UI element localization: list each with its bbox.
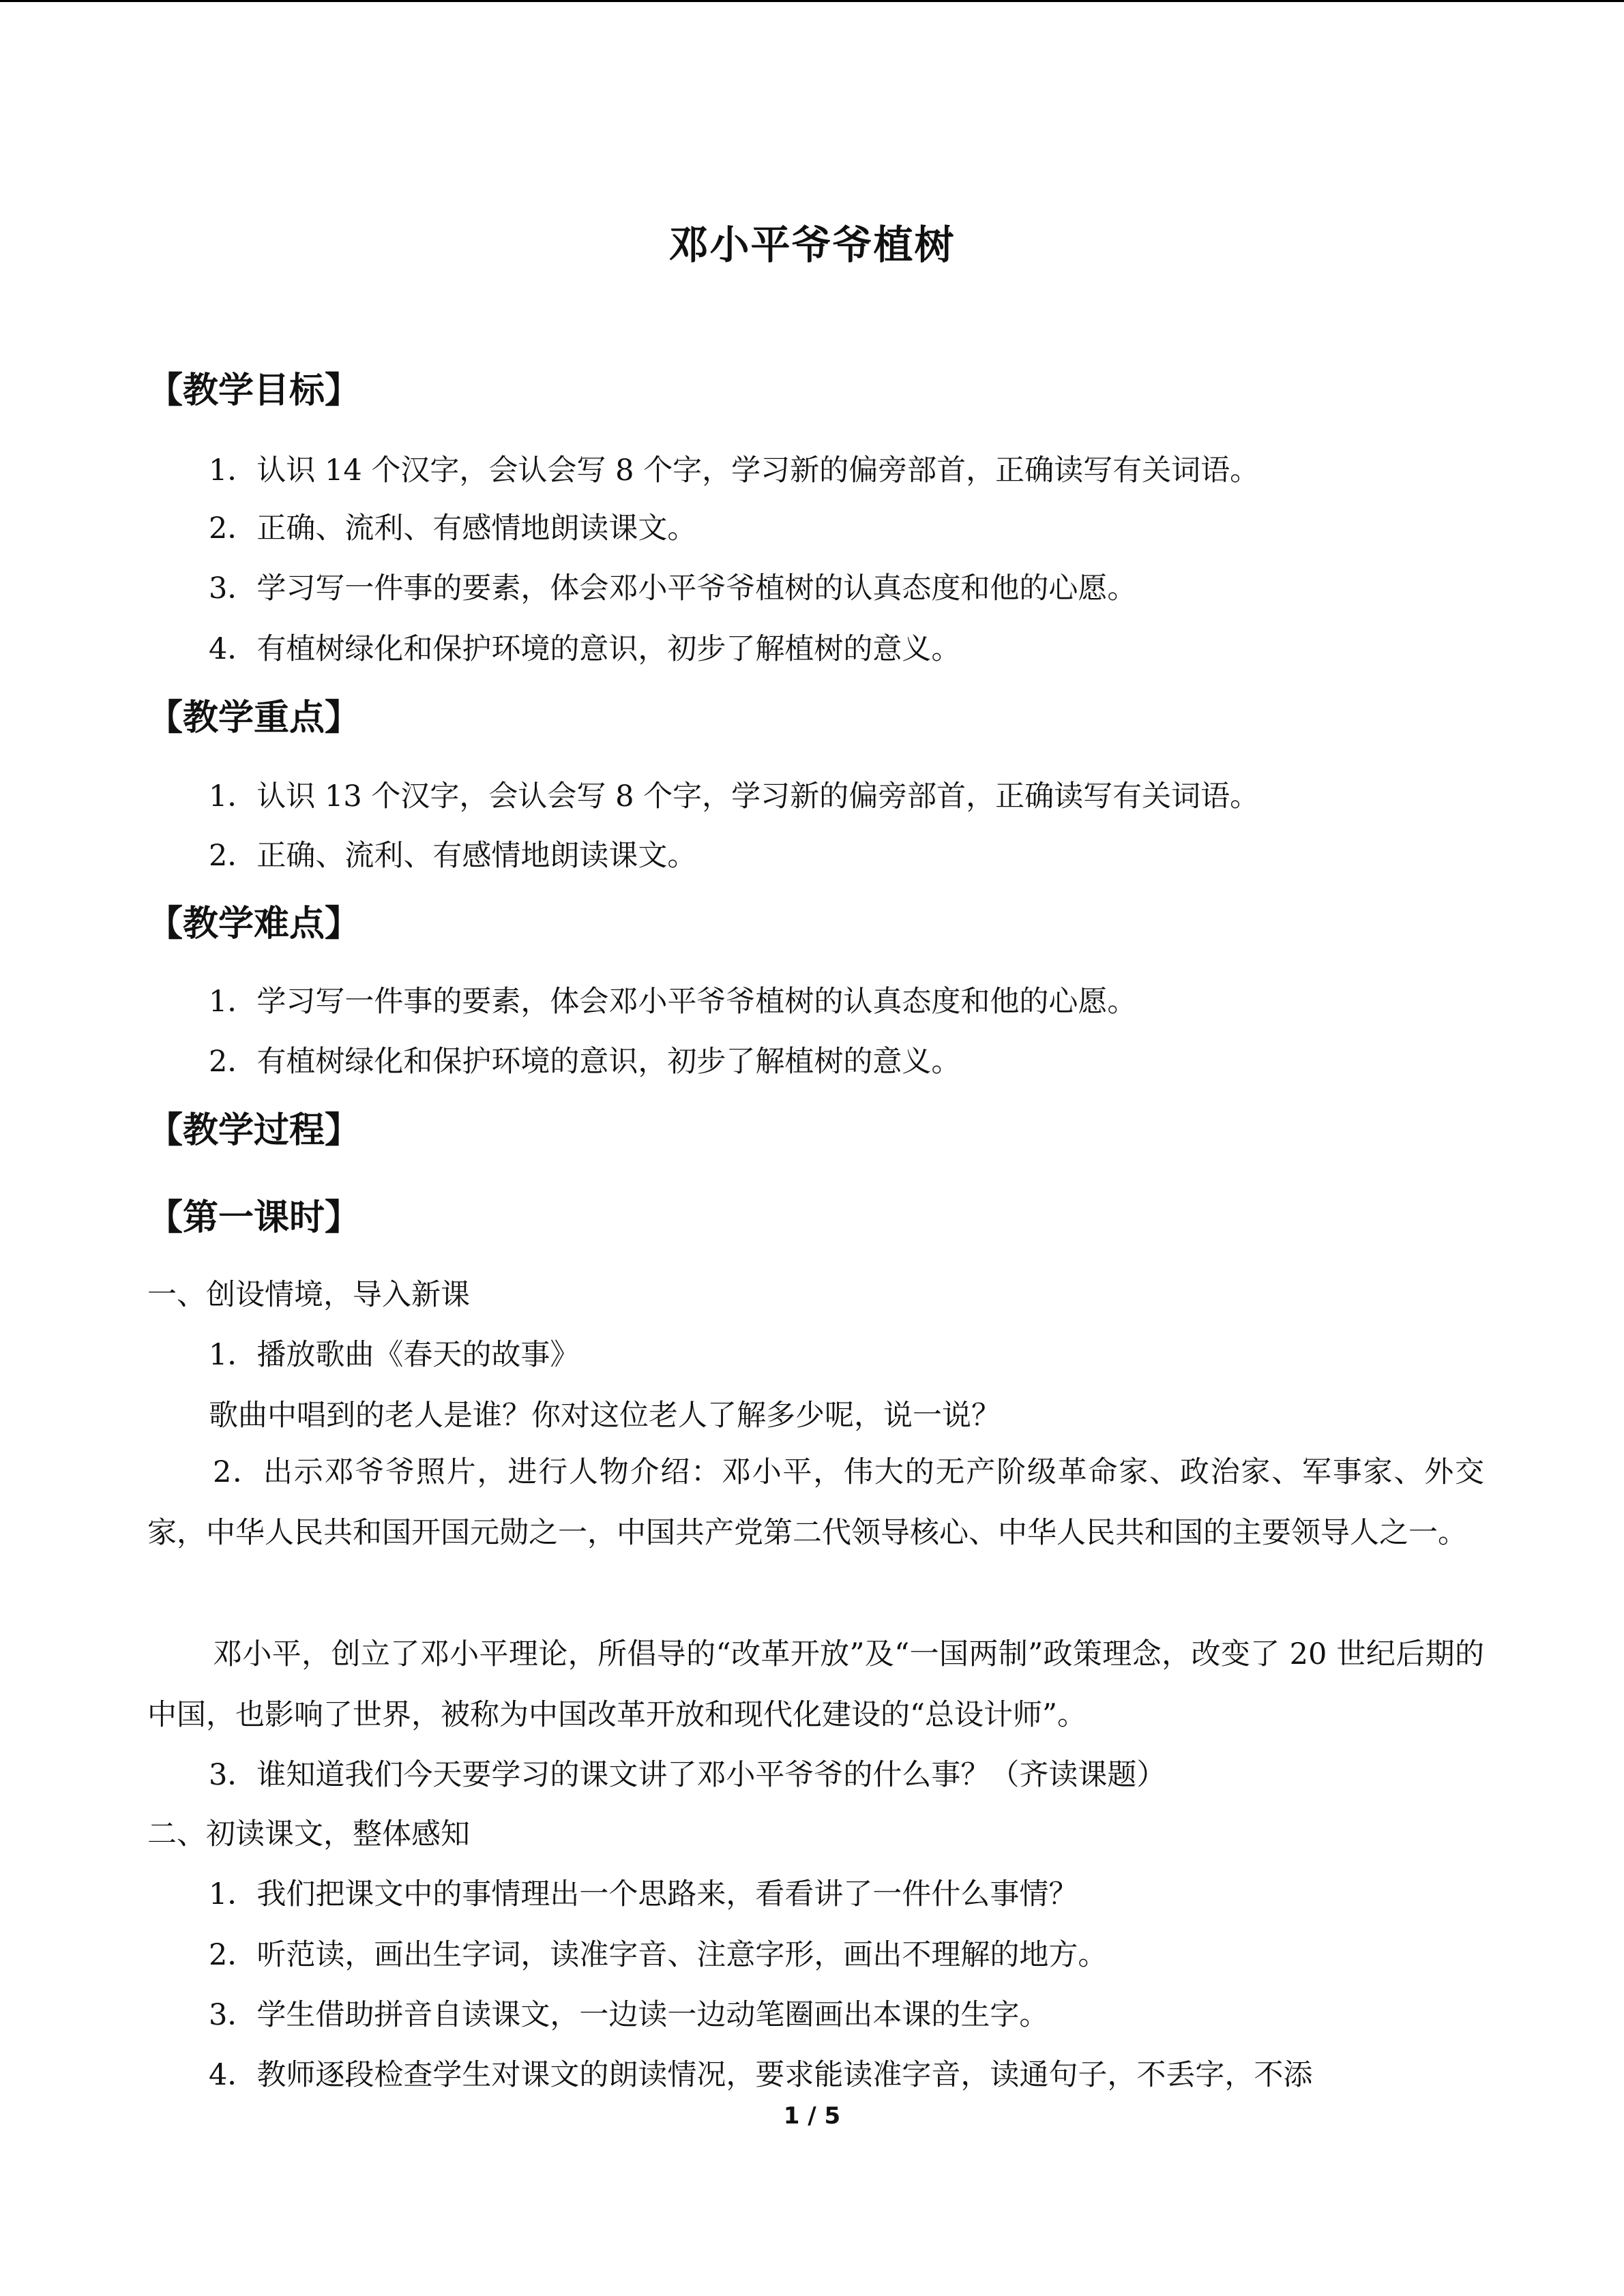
step-three: 3．谁知道我们今天要学习的课文讲了邓小平爷爷的什么事？（齐读课题） [209, 1758, 1166, 1792]
heading-difficulties: 【教学难点】 [147, 904, 361, 944]
key-point-item: 1．认识 13 个汉字，会认会写 8 个字，学习新的偏旁部首，正确读写有关词语。 [209, 779, 1260, 814]
heading-lesson-one: 【第一课时】 [147, 1197, 361, 1238]
bio-paragraph: 邓小平，创立了邓小平理论，所倡导的“改革开放”及“一国两制”政策理念，改变了 20 世纪后期的中国，也影响了世界，被称为中国改革开放和现代化建设的“总设计师”。 [147, 1637, 1484, 1732]
difficulty-item: 1．学习写一件事的要素，体会邓小平爷爷植树的认真态度和他的心愿。 [209, 985, 1137, 1019]
heading-key-points: 【教学重点】 [147, 698, 361, 739]
part-two-item: 4．教师逐段检查学生对课文的朗读情况，要求能读准字音，读通句子，不丢字，不添 [209, 2058, 1313, 2092]
part-two-item: 1．我们把课文中的事情理出一个思路来，看看讲了一件什么事情？ [209, 1877, 1078, 1911]
step-two-paragraph: 2．出示邓爷爷照片，进行人物介绍：邓小平，伟大的无产阶级革命家、政治家、军事家、外交家，中华人民共和国开国元勋之一，中国共产党第二代领导核心、中华人民共和国的主要领导人之一。 [147, 1455, 1484, 1550]
heading-process: 【教学过程】 [147, 1110, 361, 1151]
document-title: 邓小平爷爷植树 [668, 222, 956, 268]
part-two-item: 2．听范读，画出生字词，读准字音、注意字形，画出不理解的地方。 [209, 1938, 1108, 1972]
objective-item: 3．学习写一件事的要素，体会邓小平爷爷植树的认真态度和他的心愿。 [209, 571, 1137, 606]
heading-objectives: 【教学目标】 [147, 370, 361, 411]
step-one: 1．播放歌曲《春天的故事》 [209, 1338, 580, 1372]
part-two-item: 3．学生借助拼音自读课文，一边读一边动笔圈画出本课的生字。 [209, 1998, 1049, 2032]
objective-item: 1．认识 14 个汉字，会认会写 8 个字，学习新的偏旁部首，正确读写有关词语。 [209, 453, 1260, 488]
objective-item: 2．正确、流利、有感情地朗读课文。 [209, 511, 697, 546]
key-point-item: 2．正确、流利、有感情地朗读课文。 [209, 839, 697, 873]
part-two-title: 二、初读课文，整体感知 [147, 1817, 470, 1851]
part-one-title: 一、创设情境，导入新课 [147, 1278, 470, 1312]
objective-item: 4．有植树绿化和保护环境的意识，初步了解植树的意义。 [209, 632, 961, 666]
difficulty-item: 2．有植树绿化和保护环境的意识，初步了解植树的意义。 [209, 1045, 961, 1079]
question-text: 歌曲中唱到的老人是谁？你对这位老人了解多少呢，说一说？ [209, 1399, 1001, 1433]
page-indicator: 1 / 5 [783, 2102, 841, 2130]
